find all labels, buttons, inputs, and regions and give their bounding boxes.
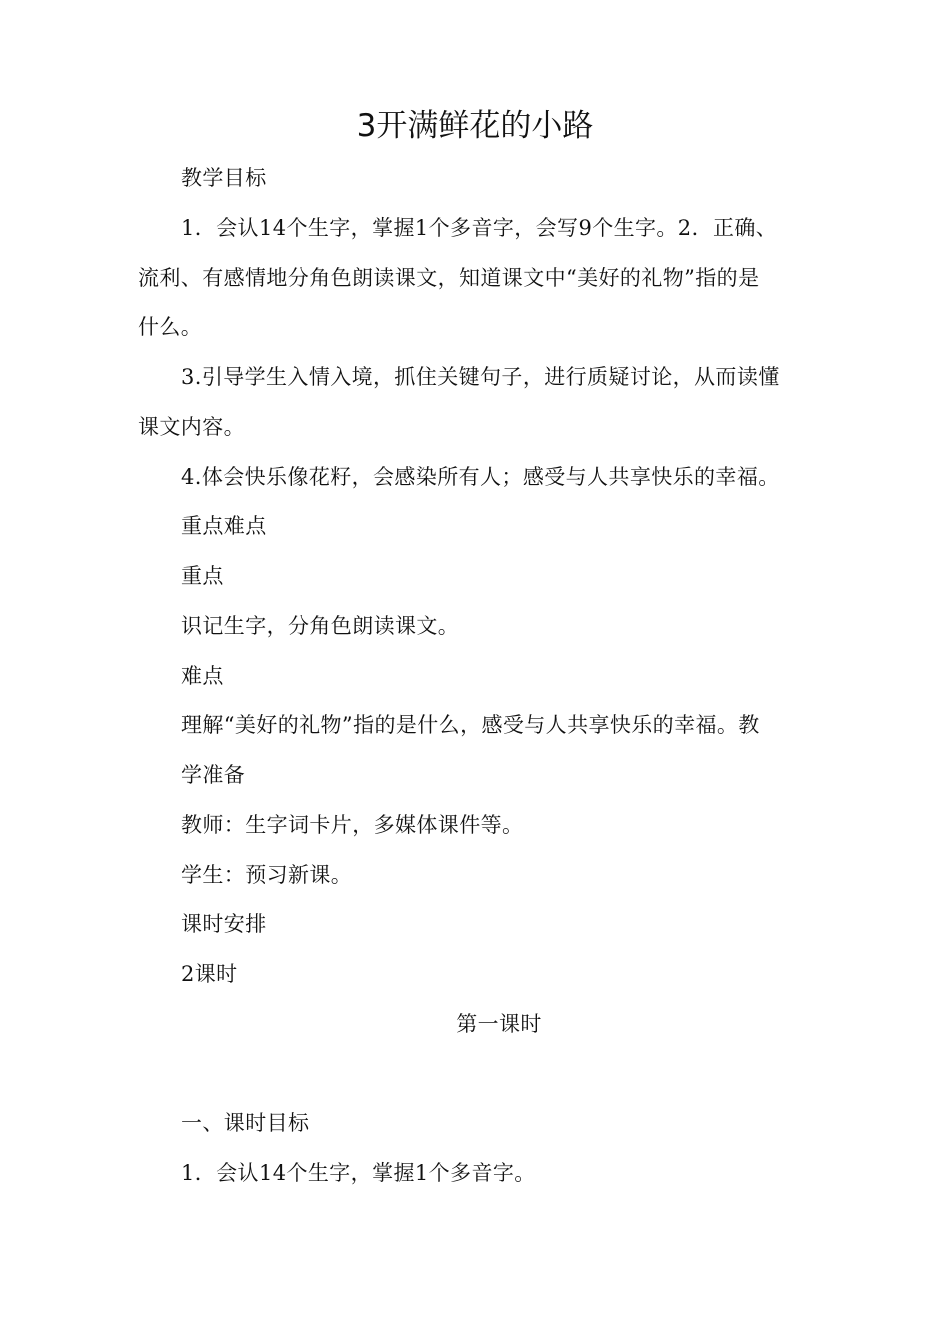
heading-key-points: 重点 bbox=[181, 564, 224, 588]
paragraph-line: 1．会认14个生字，掌握1个多音字，会写9个生字。2．正确、 bbox=[181, 216, 778, 240]
paragraph-line: 学准备 bbox=[181, 763, 246, 787]
paragraph-line: 学生：预习新课。 bbox=[181, 863, 353, 887]
paragraph-line: 4.体会快乐像花籽，会感染所有人；感受与人共享快乐的幸福。 bbox=[181, 465, 780, 489]
heading-teaching-goals: 教学目标 bbox=[181, 166, 267, 190]
paragraph-line: 课文内容。 bbox=[138, 415, 245, 439]
paragraph-line: 理解“美好的礼物”指的是什么，感受与人共享快乐的幸福。教 bbox=[181, 713, 760, 737]
paragraph-line: 识记生字，分角色朗读课文。 bbox=[181, 614, 460, 638]
paragraph-line: 3.引导学生入情入境，抓住关键句子，进行质疑讨论，从而读懂 bbox=[181, 365, 780, 389]
heading-lesson-goals: 一、课时目标 bbox=[181, 1111, 310, 1135]
paragraph-line: 流利、有感情地分角色朗读课文，知道课文中“美好的礼物”指的是 bbox=[138, 266, 760, 290]
paragraph-line: 什么。 bbox=[138, 315, 203, 339]
heading-schedule: 课时安排 bbox=[181, 912, 267, 936]
paragraph-line: 2课时 bbox=[181, 962, 238, 986]
document-title: 3开满鲜花的小路 bbox=[356, 108, 594, 144]
section-heading-first-lesson: 第一课时 bbox=[456, 1012, 542, 1036]
heading-key-difficult-points: 重点难点 bbox=[181, 514, 267, 538]
paragraph-line: 教师：生字词卡片，多媒体课件等。 bbox=[181, 813, 524, 837]
paragraph-line: 1．会认14个生字，掌握1个多音字。 bbox=[181, 1161, 536, 1185]
heading-difficult-points: 难点 bbox=[181, 664, 224, 688]
